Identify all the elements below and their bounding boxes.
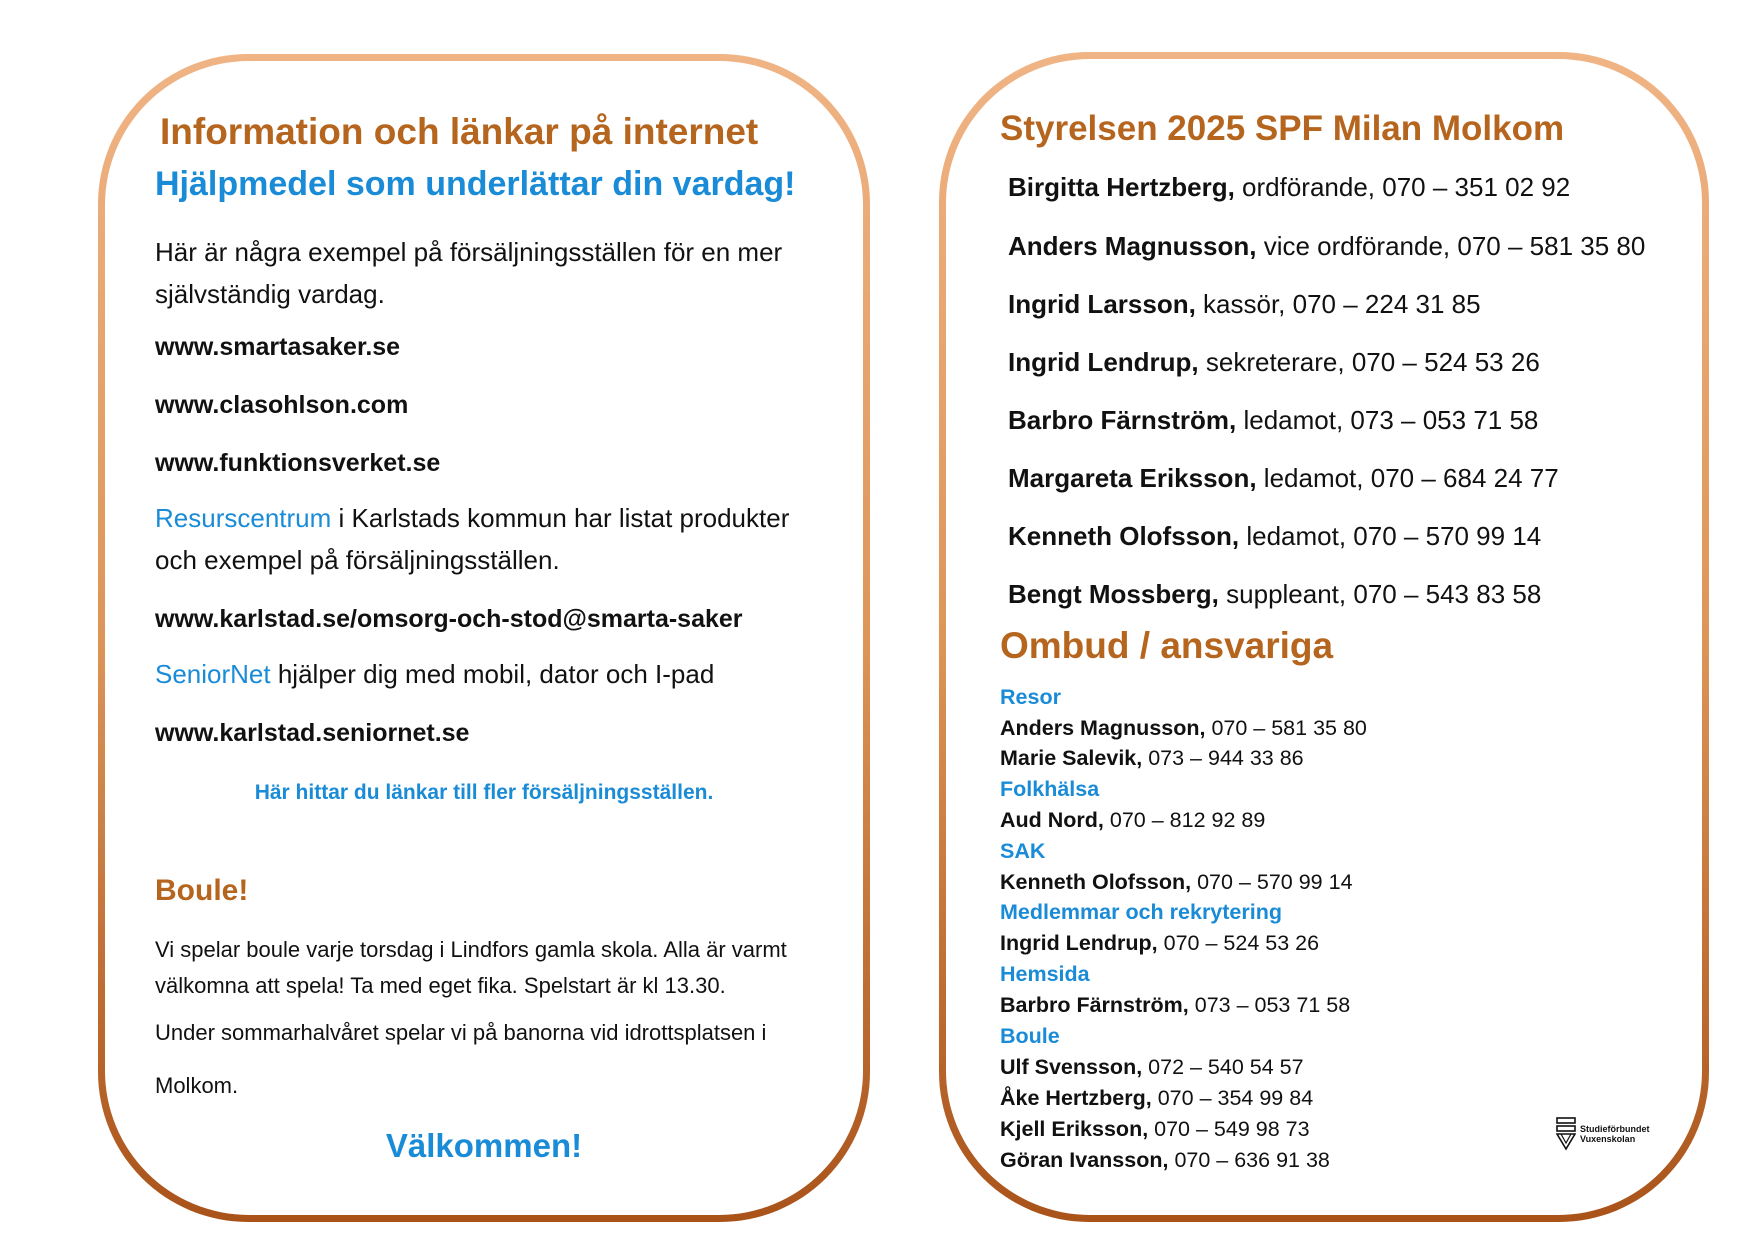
contact-line [1000,993,1350,1018]
board-member-detail: ledamot, 070 – 570 99 14 [1239,521,1542,551]
seniornet-paragraph [155,659,714,690]
board-member [1008,289,1481,320]
link-karlstad-seniornet[interactable]: www.karlstad.seniornet.se [155,719,470,747]
contact-name: Göran Ivansson, [1000,1148,1169,1172]
right-panel [939,52,1709,1222]
group-heading-medlemmar: Medlemmar och rekrytering [1000,900,1282,924]
contact-line [1000,716,1367,741]
contact-name: Ulf Svensson, [1000,1055,1143,1079]
contact-line [1000,1055,1304,1080]
board-member-detail: kassör, 070 – 224 31 85 [1195,289,1481,319]
link-clasohlson[interactable]: www.clasohlson.com [155,391,409,419]
board-member [1008,521,1541,552]
ombud-title: Ombud / ansvariga [1000,625,1334,666]
contact-name: Åke Hertzberg, [1000,1086,1152,1110]
contact-phone: 070 – 354 99 84 [1151,1086,1314,1110]
contact-line [1000,931,1319,956]
info-title: Information och länkar på internet [160,111,759,152]
board-title: Styrelsen 2025 SPF Milan Molkom [1000,109,1565,148]
contact-phone: 070 – 812 92 89 [1103,808,1266,832]
group-heading-sak: SAK [1000,839,1046,863]
group-heading-boule: Boule [1000,1024,1060,1048]
seniornet-text: hjälper dig med mobil, dator och I-pad [270,659,715,689]
board-member-detail: ledamot, 073 – 053 71 58 [1236,405,1539,435]
contact-phone: 070 – 549 98 73 [1148,1117,1310,1141]
intro-text: Här är några exempel på försäljningsställen för en mer självständig vardag. [155,237,783,309]
contact-name: Kenneth Olofsson, [1000,870,1192,894]
board-member-name: Ingrid Larsson, [1008,289,1196,319]
contact-phone: 070 – 636 91 38 [1168,1148,1330,1172]
board-member [1008,463,1559,494]
contact-phone: 073 – 053 71 58 [1188,993,1351,1017]
board-member [1008,579,1541,610]
vuxenskolan-logo-icon [1556,1117,1576,1151]
vuxenskolan-logo [1556,1117,1650,1151]
right-panel-content [946,59,1702,1215]
contact-name: Marie Salevik, [1000,746,1143,770]
board-member-name: Birgitta Hertzberg, [1008,172,1235,202]
boule-title: Boule! [155,874,249,907]
group-heading-folkhalsa: Folkhälsa [1000,777,1100,801]
contact-name: Ingrid Lendrup, [1000,931,1158,955]
board-member [1008,347,1540,378]
link-funktionsverket[interactable]: www.funktionsverket.se [155,449,441,477]
left-panel-content [105,61,863,1215]
seniornet-link[interactable]: SeniorNet [155,659,271,689]
board-member-detail: vice ordförande, 070 – 581 35 80 [1256,231,1646,261]
board-member-name: Barbro Färnström, [1008,405,1237,435]
board-member-name: Bengt Mossberg, [1008,579,1219,609]
board-member-detail: ledamot, 070 – 684 24 77 [1256,463,1559,493]
board-member [1008,172,1570,203]
contact-phone: 070 – 581 35 80 [1205,716,1367,740]
board-member-name: Kenneth Olofsson, [1008,521,1240,551]
contact-phone: 070 – 524 53 26 [1157,931,1320,955]
group-heading-resor: Resor [1000,685,1061,709]
help-title: Hjälpmedel som underlättar din vardag! [155,165,796,203]
vuxenskolan-logo-text: Studieförbundet Vuxenskolan [1580,1124,1650,1144]
welcome-text: Välkommen! [385,1127,583,1164]
board-member-name: Margareta Eriksson, [1008,463,1257,493]
board-member [1008,405,1538,436]
board-member-detail: sekreterare, 070 – 524 53 26 [1198,347,1540,377]
board-member-detail: ordförande, 070 – 351 02 92 [1234,172,1571,202]
contact-phone: 072 – 540 54 57 [1142,1055,1304,1079]
contact-line [1000,746,1304,771]
contact-name: Barbro Färnström, [1000,993,1189,1017]
contact-phone: 070 – 570 99 14 [1191,870,1353,894]
contact-line [1000,870,1353,895]
resurscentrum-link[interactable]: Resurscentrum [155,503,332,533]
link-karlstad-smarta-saker[interactable]: www.karlstad.se/omsorg-och-stod@smarta-saker [155,605,743,633]
contact-name: Aud Nord, [1000,808,1104,832]
contact-line [1000,808,1265,833]
board-member-detail: suppleant, 070 – 543 83 58 [1218,579,1542,609]
contact-line [1000,1148,1330,1173]
boule-paragraph-1: Vi spelar boule varje torsdag i Lindfors gamla skola. Alla är varmt välkomna att spela! Ta med eget fika. Spelstart är kl 13.30. [155,937,787,998]
resurscentrum-text: i Karlstads kommun har listat produkter och exempel på försäljningsställen. [155,503,790,575]
board-member [1008,231,1645,262]
contact-name: Anders Magnusson, [1000,716,1206,740]
contact-line [1000,1086,1313,1111]
board-member-name: Anders Magnusson, [1008,231,1257,261]
contact-line [1000,1117,1310,1142]
more-links-link[interactable]: Här hittar du länkar till fler försäljningsställen. [254,781,714,804]
board-member-name: Ingrid Lendrup, [1008,347,1199,377]
link-smartasaker[interactable]: www.smartasaker.se [155,333,401,361]
contact-phone: 073 – 944 33 86 [1142,746,1304,770]
group-heading-hemsida: Hemsida [1000,962,1090,986]
boule-paragraph-2: Under sommarhalvåret spelar vi på banorna vid idrottsplatsen i Molkom. [155,1020,767,1098]
left-panel [98,54,870,1222]
resurscentrum-paragraph [155,497,835,581]
contact-name: Kjell Eriksson, [1000,1117,1149,1141]
